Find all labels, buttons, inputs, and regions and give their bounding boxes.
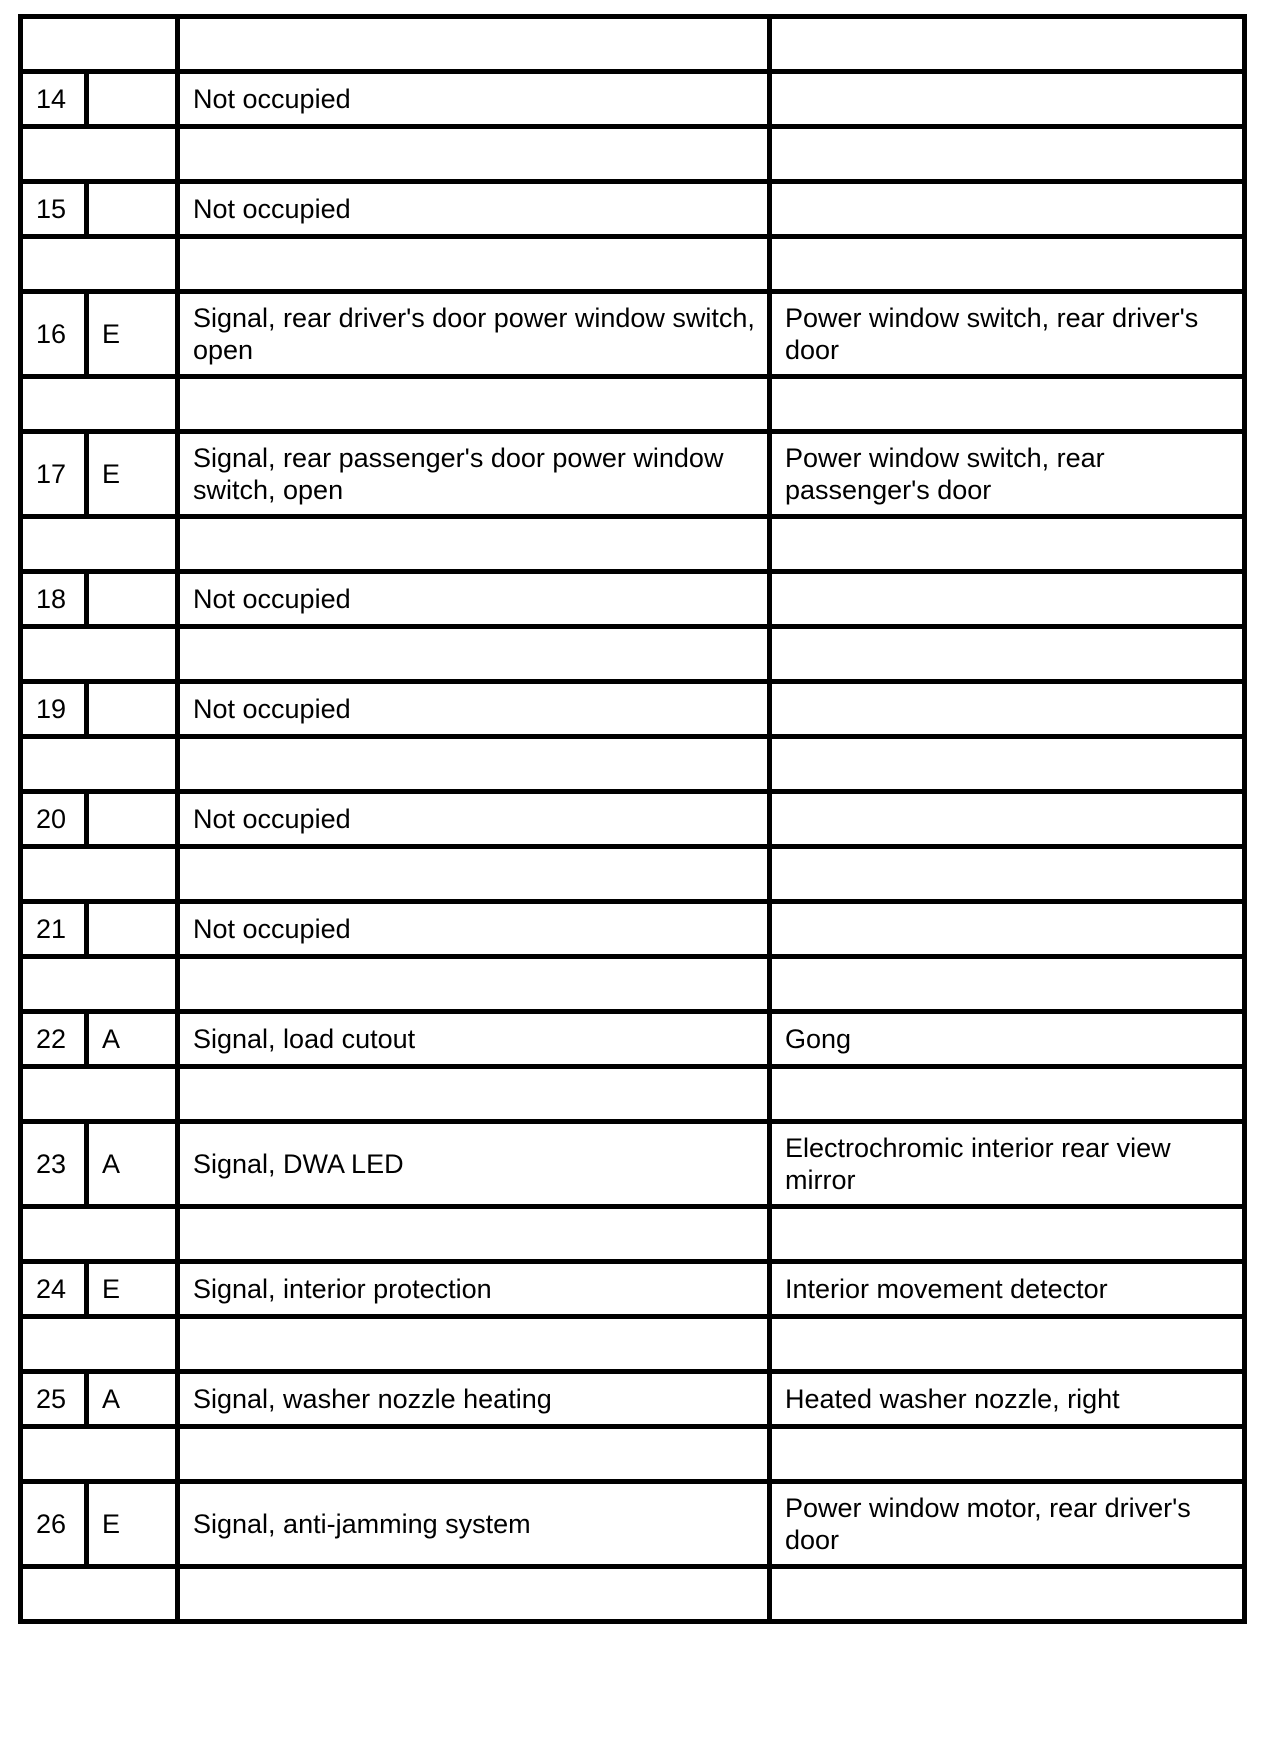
spacer-cell: [178, 737, 770, 792]
spacer-cell: [21, 957, 178, 1012]
spacer-cell: [178, 1427, 770, 1482]
type-cell: [87, 572, 178, 627]
spacer-cell: [770, 377, 1245, 432]
component-cell: Power window switch, rear passenger's door: [770, 432, 1245, 517]
spacer-cell: [21, 1567, 178, 1622]
pin-cell: 24: [21, 1262, 87, 1317]
description-cell: Signal, anti-jamming system: [178, 1482, 770, 1567]
pin-cell: 14: [21, 72, 87, 127]
spacer-cell: [178, 1317, 770, 1372]
spacer-cell: [178, 517, 770, 572]
spacer-cell: [770, 1067, 1245, 1122]
table-row: [21, 1262, 1245, 1317]
spacer-cell: [21, 1067, 178, 1122]
type-cell: A: [87, 1122, 178, 1207]
spacer-cell: [21, 1207, 178, 1262]
spacer-cell: [21, 847, 178, 902]
type-cell: [87, 682, 178, 737]
spacer-row: [21, 17, 1245, 72]
component-cell: Heated washer nozzle, right: [770, 1372, 1245, 1427]
component-cell: Interior movement detector: [770, 1262, 1245, 1317]
spacer-cell: [178, 627, 770, 682]
spacer-cell: [178, 17, 770, 72]
spacer-cell: [770, 627, 1245, 682]
description-cell: Signal, DWA LED: [178, 1122, 770, 1207]
spacer-cell: [770, 847, 1245, 902]
description-cell: Signal, load cutout: [178, 1012, 770, 1067]
description-cell: Not occupied: [178, 682, 770, 737]
type-cell: [87, 902, 178, 957]
spacer-cell: [21, 127, 178, 182]
spacer-cell: [178, 847, 770, 902]
pin-assignment-table: [18, 14, 1247, 1624]
spacer-row: [21, 627, 1245, 682]
spacer-cell: [21, 627, 178, 682]
spacer-row: [21, 1317, 1245, 1372]
type-cell: A: [87, 1012, 178, 1067]
table-row: [21, 72, 1245, 127]
description-cell: Not occupied: [178, 572, 770, 627]
spacer-row: [21, 1427, 1245, 1482]
spacer-cell: [178, 127, 770, 182]
spacer-cell: [770, 517, 1245, 572]
pin-cell: 26: [21, 1482, 87, 1567]
spacer-cell: [178, 1567, 770, 1622]
pin-cell: 16: [21, 292, 87, 377]
spacer-cell: [178, 1207, 770, 1262]
spacer-row: [21, 1567, 1245, 1622]
table-row: [21, 1122, 1245, 1207]
component-cell: [770, 182, 1245, 237]
spacer-row: [21, 377, 1245, 432]
table-row: [21, 902, 1245, 957]
component-cell: [770, 902, 1245, 957]
type-cell: [87, 72, 178, 127]
table-row: [21, 182, 1245, 237]
spacer-cell: [770, 17, 1245, 72]
spacer-row: [21, 957, 1245, 1012]
type-cell: E: [87, 1482, 178, 1567]
type-cell: A: [87, 1372, 178, 1427]
spacer-cell: [21, 1427, 178, 1482]
component-cell: [770, 792, 1245, 847]
spacer-cell: [770, 1207, 1245, 1262]
spacer-cell: [770, 127, 1245, 182]
spacer-cell: [770, 237, 1245, 292]
spacer-cell: [770, 1317, 1245, 1372]
pin-cell: 22: [21, 1012, 87, 1067]
pin-cell: 23: [21, 1122, 87, 1207]
spacer-row: [21, 127, 1245, 182]
pin-cell: 18: [21, 572, 87, 627]
spacer-row: [21, 737, 1245, 792]
component-cell: Electrochromic interior rear view mirror: [770, 1122, 1245, 1207]
pin-cell: 19: [21, 682, 87, 737]
spacer-cell: [770, 737, 1245, 792]
spacer-cell: [21, 1317, 178, 1372]
component-cell: Power window motor, rear driver's door: [770, 1482, 1245, 1567]
spacer-cell: [21, 237, 178, 292]
spacer-cell: [770, 1567, 1245, 1622]
table-row: [21, 432, 1245, 517]
table-row: [21, 572, 1245, 627]
description-cell: Not occupied: [178, 792, 770, 847]
table-row: [21, 1372, 1245, 1427]
description-cell: Not occupied: [178, 902, 770, 957]
spacer-row: [21, 517, 1245, 572]
description-cell: Signal, interior protection: [178, 1262, 770, 1317]
spacer-cell: [21, 17, 178, 72]
component-cell: [770, 72, 1245, 127]
table-row: [21, 1012, 1245, 1067]
spacer-cell: [21, 737, 178, 792]
description-cell: Signal, rear driver's door power window switch, open: [178, 292, 770, 377]
spacer-row: [21, 1067, 1245, 1122]
table-row: [21, 1482, 1245, 1567]
type-cell: E: [87, 1262, 178, 1317]
spacer-cell: [178, 1067, 770, 1122]
pin-cell: 20: [21, 792, 87, 847]
spacer-cell: [178, 957, 770, 1012]
pin-cell: 21: [21, 902, 87, 957]
spacer-row: [21, 1207, 1245, 1262]
spacer-cell: [178, 237, 770, 292]
description-cell: Signal, washer nozzle heating: [178, 1372, 770, 1427]
table-row: [21, 292, 1245, 377]
type-cell: E: [87, 292, 178, 377]
spacer-row: [21, 847, 1245, 902]
pin-cell: 25: [21, 1372, 87, 1427]
component-cell: [770, 572, 1245, 627]
table-row: [21, 682, 1245, 737]
type-cell: [87, 792, 178, 847]
spacer-row: [21, 237, 1245, 292]
pin-cell: 17: [21, 432, 87, 517]
pin-cell: 15: [21, 182, 87, 237]
type-cell: [87, 182, 178, 237]
description-cell: Not occupied: [178, 182, 770, 237]
type-cell: E: [87, 432, 178, 517]
spacer-cell: [21, 517, 178, 572]
component-cell: Gong: [770, 1012, 1245, 1067]
spacer-cell: [178, 377, 770, 432]
description-cell: Not occupied: [178, 72, 770, 127]
spacer-cell: [770, 1427, 1245, 1482]
spacer-cell: [770, 957, 1245, 1012]
table-row: [21, 792, 1245, 847]
description-cell: Signal, rear passenger's door power window switch, open: [178, 432, 770, 517]
component-cell: Power window switch, rear driver's door: [770, 292, 1245, 377]
spacer-cell: [21, 377, 178, 432]
component-cell: [770, 682, 1245, 737]
